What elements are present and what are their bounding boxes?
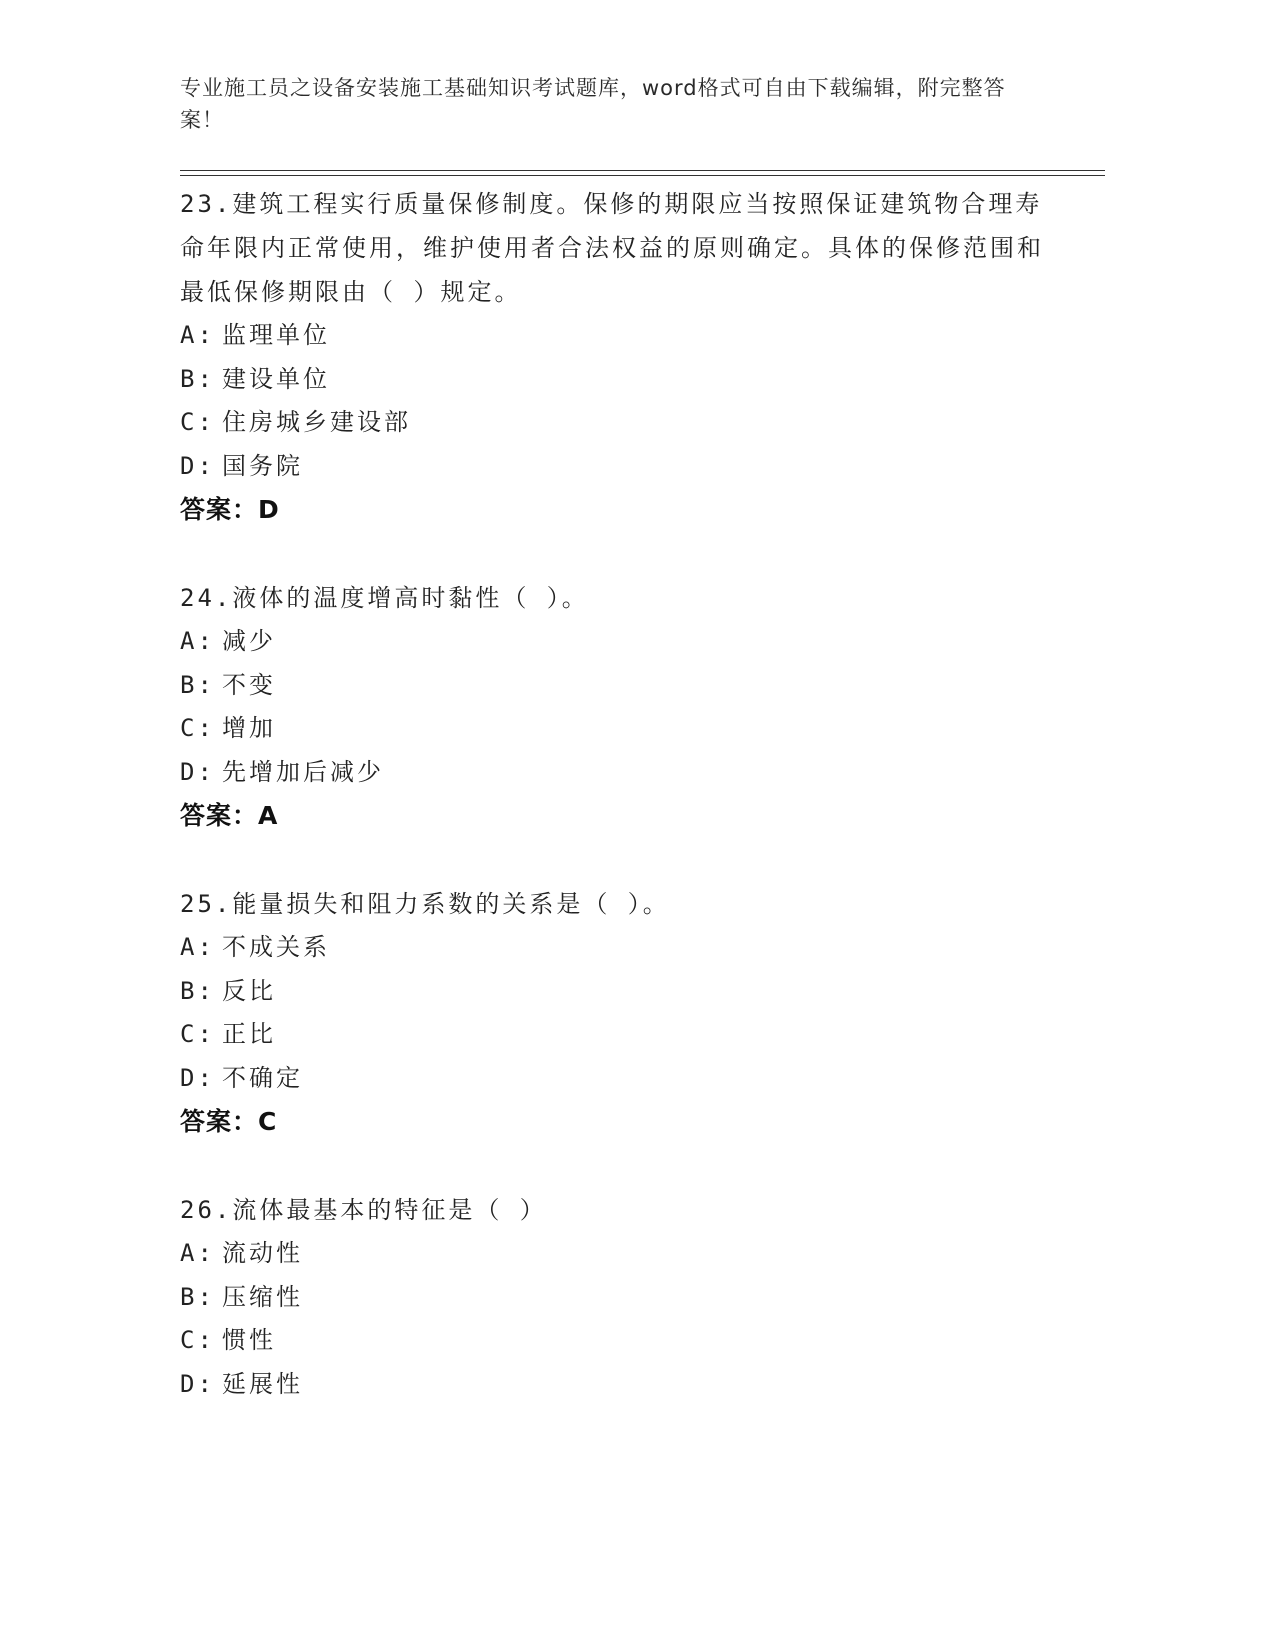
question-stem: 25.能量损失和阻力系数的关系是（ ）。 xyxy=(180,890,670,918)
option-key: B: xyxy=(180,976,215,1005)
option-text: 正比 xyxy=(222,1020,276,1048)
option-text: 流动性 xyxy=(222,1239,303,1267)
option-d xyxy=(180,445,1050,489)
header-divider-top xyxy=(180,170,1105,171)
question-stem: 26.流体最基本的特征是（ ） xyxy=(180,1196,547,1224)
option-c xyxy=(180,401,1050,445)
question-stem: 23.建筑工程实行质量保修制度。保修的期限应当按照保证建筑物合理寿命年限内正常使用，维护使用者合法权益的原则确定。具体的保修范围和最低保修期限由（ ）规定。 xyxy=(180,190,1044,306)
option-text: 反比 xyxy=(222,976,276,1005)
header-divider-bottom xyxy=(180,175,1105,176)
option-key: A: xyxy=(180,933,215,961)
option-key: D: xyxy=(180,1369,215,1398)
question-23 xyxy=(180,182,1050,532)
option-a xyxy=(180,620,1050,664)
option-text: 不成关系 xyxy=(222,933,330,961)
option-c xyxy=(180,707,1050,751)
option-key: D: xyxy=(180,1063,215,1092)
question-26 xyxy=(180,1188,1050,1406)
option-text: 惯性 xyxy=(222,1326,276,1354)
option-text: 监理单位 xyxy=(222,321,330,349)
answer-line: 答案：A xyxy=(180,801,279,830)
option-a xyxy=(180,926,1050,970)
option-d xyxy=(180,1363,1050,1407)
option-key: B: xyxy=(180,1282,215,1311)
option-key: C: xyxy=(180,408,215,436)
option-key: D: xyxy=(180,757,215,786)
option-key: B: xyxy=(180,670,215,699)
option-b xyxy=(180,358,1050,402)
option-text: 国务院 xyxy=(222,451,303,480)
option-key: A: xyxy=(180,321,215,349)
option-b xyxy=(180,970,1050,1014)
option-text: 延展性 xyxy=(222,1369,303,1398)
option-text: 压缩性 xyxy=(222,1282,303,1311)
option-key: C: xyxy=(180,1020,215,1048)
option-text: 减少 xyxy=(222,627,276,655)
option-key: B: xyxy=(180,364,215,393)
question-24 xyxy=(180,576,1050,838)
option-d xyxy=(180,751,1050,795)
answer-line: 答案：D xyxy=(180,495,280,524)
document-header: 专业施工员之设备安装施工基础知识考试题库，word格式可自由下载编辑，附完整答案！ xyxy=(180,76,1006,132)
option-c xyxy=(180,1013,1050,1057)
option-b xyxy=(180,1276,1050,1320)
option-text: 增加 xyxy=(222,714,276,742)
option-key: A: xyxy=(180,1239,215,1267)
option-text: 住房城乡建设部 xyxy=(222,408,411,436)
question-stem: 24.液体的温度增高时黏性（ ）。 xyxy=(180,584,589,612)
option-b xyxy=(180,664,1050,708)
option-d xyxy=(180,1057,1050,1101)
option-c xyxy=(180,1319,1050,1363)
answer-line: 答案：C xyxy=(180,1107,278,1136)
question-list xyxy=(180,182,1050,1406)
option-text: 不变 xyxy=(222,670,276,699)
option-key: C: xyxy=(180,714,215,742)
question-25 xyxy=(180,882,1050,1144)
option-a xyxy=(180,1232,1050,1276)
option-text: 不确定 xyxy=(222,1063,303,1092)
option-text: 建设单位 xyxy=(222,364,330,393)
option-text: 先增加后减少 xyxy=(222,757,384,786)
option-a xyxy=(180,314,1050,358)
option-key: A: xyxy=(180,627,215,655)
option-key: D: xyxy=(180,451,215,480)
option-key: C: xyxy=(180,1326,215,1354)
